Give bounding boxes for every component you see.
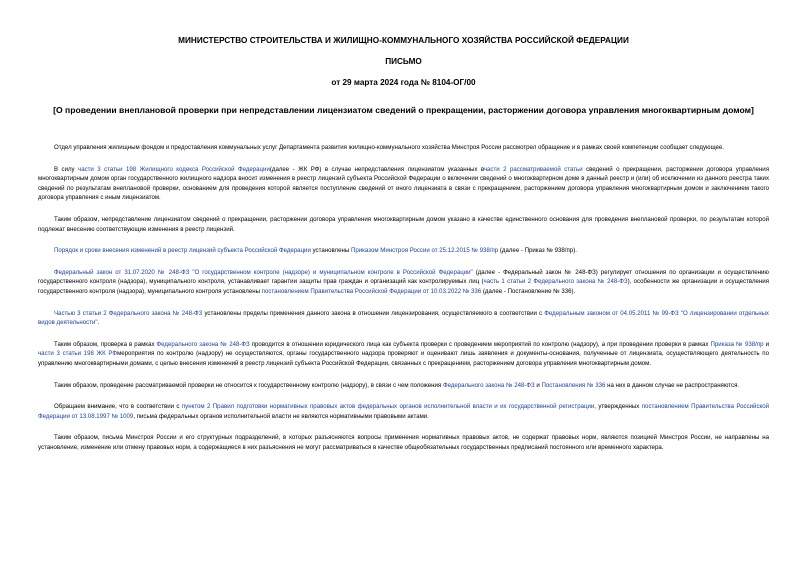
document-type: ПИСЬМО (385, 57, 422, 66)
legal-reference-link[interactable]: части 3 статьи 198 ЖК РФ (38, 350, 118, 358)
paragraph-text: , утвержденных (594, 403, 642, 411)
legal-reference-link[interactable]: Федеральный закон от 31.07.2020 № 248-ФЗ "О государственном контроле (надзоре) и муниципальном контроле в Российской Федерации" (54, 268, 473, 276)
paragraph-8 (38, 381, 769, 391)
paragraph-text: . (97, 319, 100, 327)
legal-reference-link[interactable]: Приказом Минстроя России от 25.12.2015 № 938/пр (350, 247, 499, 255)
paragraph-6 (38, 309, 769, 328)
paragraph-4 (38, 246, 769, 256)
paragraph-text: Отдел управления жилищным фондом и предоставления коммунальных услуг Департамента развития жилищно-коммунального хозяйства Минстроя России рассмотрел обращение и в рамках своей компетенции сообщает следующее. (54, 144, 725, 151)
paragraph-7 (38, 340, 769, 369)
paragraph-text: (далее - Приказ № 938/пр). (498, 247, 577, 255)
legal-reference-link[interactable]: пунктом 2 Правил подготовки нормативных правовых актов федеральных органов исполнительной власти и их государственной регистрации (181, 403, 595, 411)
paragraph-text: установлены (310, 247, 351, 255)
paragraph-text: Обращаем внимание, что в соответствии с (54, 403, 182, 411)
document-date-number: от 29 марта 2024 года № 8104-ОГ/00 (331, 78, 476, 87)
paragraph-text: Таким образом, проведение рассматриваемой проверки не относится к государственному контролю (надзору), в связи с чем положения (54, 381, 443, 389)
paragraph-text: проводится в отношении юридического лица как субъекта проверки с проведением мероприятий по контролю (надзору), а при проведении проверки в рамках (249, 340, 711, 348)
paragraph-text: Таким образом, проверка в рамках (54, 340, 157, 348)
legal-reference-link[interactable]: постановлением Правительства Российской Федерации от 10.03.2022 № 336 (261, 287, 482, 295)
document-subject: [О проведении внеплановой проверки при непредставлении лицензиатом сведений о прекращении, расторжении договора управления многоквартирным домом] (53, 105, 754, 115)
legal-reference-link[interactable]: Постановления № 336 (541, 381, 606, 389)
paragraph-text: сведений о прекращении, расторжении договора управления многоквартирным домом орган государственного жилищного надзора вносит изменения в реестр лицензий субъекта Российской Федерации о включении сведений о многоквартирном доме в данный реестр и (или) об исключении из данного реестра таких сведений по результатам внеплановой проверки, основанием для проведения которой является поступление сведений от иного лицензиата в связи с прекращением, расторжением договора управления многоквартирным домом и заключением такого договора управления с иным лицензиатом. (38, 165, 769, 202)
legal-reference-link[interactable]: Частью 3 статьи 2 Федерального закона № 248-ФЗ (54, 309, 203, 317)
legal-reference-link[interactable]: постановлением Правительства Российской Федерации от 13.08.1997 № 1009 (38, 403, 770, 420)
paragraph-text: , письма федеральных органов исполнительной власти не являются нормативными правовыми актами. (133, 412, 429, 420)
paragraph-text: установлены пределы применения данного закона в отношении лицензирования, осуществляемого в соответствии с (202, 309, 545, 317)
paragraph-text: ), особенности же организации и осуществления государственного контроля (надзора), муниципального контроля установлены (38, 278, 769, 295)
legal-reference-link[interactable]: Федерального закона № 248-ФЗ (442, 381, 535, 389)
paragraph-text: мероприятия по контролю (надзору) не осуществляются, органы государственного надзора проверяют и оценивают лишь заявления и документы-основания, полученные от лицензиата, осуществляющего деятельность по управлению многоквартирными домами, с целью внесения изменений в реестр лицензий субъекта Российской Федерации, связанных с прекращением, расторжением договора управления многоквартирным домом. (38, 350, 769, 367)
paragraph-text: Таким образом, письма Минстроя России и его структурных подразделений, в которых разъясняются вопросы применения нормативных правовых актов, не содержат правовых норм, являются позицией Минстроя России, не направлены на установление, изменение или отмену правовых норм, а содержащиеся в них разъяснения не могут рассматриваться в качестве общеобязательных государственных предписаний постоянного или временного характера. (38, 434, 769, 451)
ministry-title: МИНИСТЕРСТВО СТРОИТЕЛЬСТВА И ЖИЛИЩНО-КОММУНАЛЬНОГО ХОЗЯЙСТВА РОССИЙСКОЙ ФЕДЕРАЦИИ (178, 36, 629, 45)
paragraph-text: и (763, 340, 769, 348)
paragraph-5 (38, 268, 769, 297)
legal-reference-link[interactable]: Приказа № 938/пр (710, 340, 764, 348)
paragraph-text: Таким образом, непредставление лицензиатом сведений о прекращении, расторжении договора управления многоквартирным домом указано в качестве единственного основания для проведения внеплановой проверки, по результатам которой подлежат внесению соответствующие изменения в реестр лицензий. (38, 215, 769, 233)
paragraph-text: (далее - Постановление № 336). (481, 287, 576, 295)
paragraph-10 (38, 433, 769, 452)
paragraph-3 (38, 215, 769, 234)
paragraph-text: В силу (54, 165, 79, 173)
document-body (38, 143, 769, 452)
paragraph-text: на них в данном случае не распространяются. (605, 381, 740, 389)
paragraph-2 (38, 165, 769, 203)
paragraph-1 (38, 143, 769, 153)
legal-reference-link[interactable]: Порядок и сроки внесения изменений в реестр лицензий субъекта Российской Федерации (54, 247, 311, 255)
paragraph-text: (далее - Федеральный закон № 248-ФЗ) регулирует отношения по организации и осуществлению государственного контроля (надзора), муниципального контроля, устанавливает гарантии защиты прав граждан и организаций как контролируемых лиц ( (38, 268, 769, 286)
legal-reference-link[interactable]: части 3 статьи 198 Жилищного кодекса Российской Федерации (78, 165, 270, 173)
legal-reference-link[interactable]: Федеральным законом от 04.05.2011 № 99-ФЗ "О лицензировании отдельных видов деятельности" (38, 309, 769, 327)
legal-reference-link[interactable]: часть 1 статьи 2 Федерального закона № 248-ФЗ (483, 278, 628, 286)
legal-reference-link[interactable]: Федерального закона № 248-ФЗ (156, 340, 250, 348)
paragraph-9 (38, 402, 769, 421)
paragraph-text: и (534, 381, 542, 389)
legal-reference-link[interactable]: части 2 рассматриваемой статьи (483, 165, 583, 173)
paragraph-text: (далее - ЖК РФ) в случае непредставления лицензиатом указанных в (269, 165, 484, 173)
